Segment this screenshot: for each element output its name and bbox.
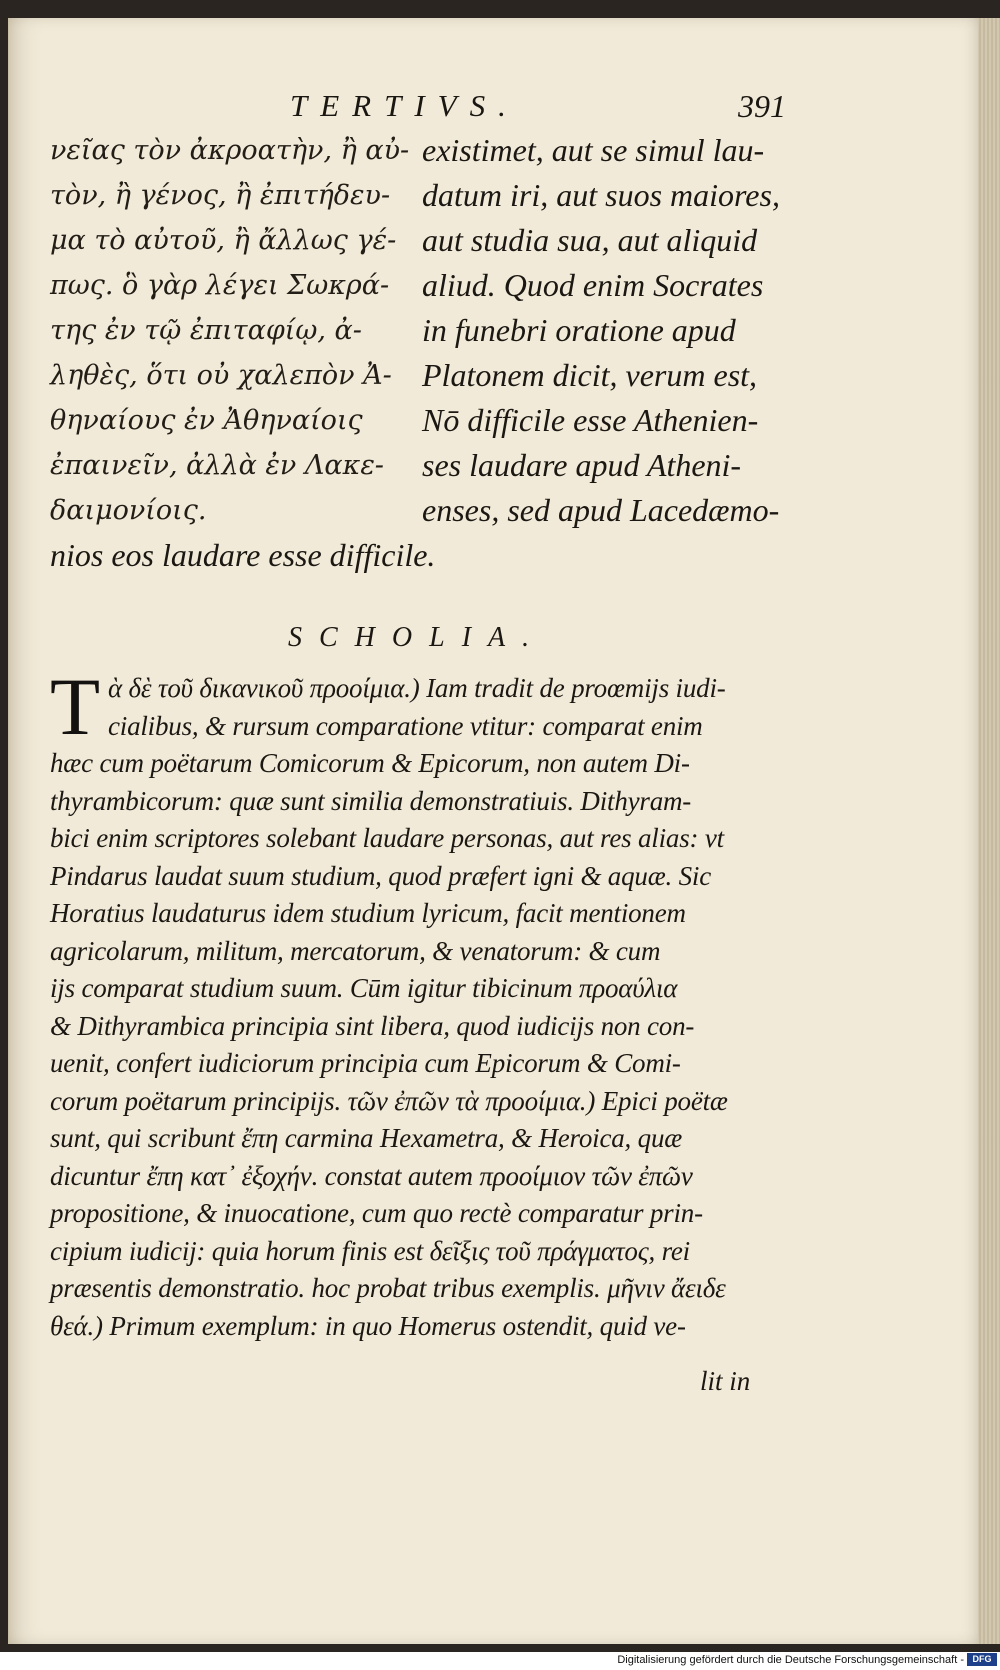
digitization-credit: Digitalisierung gefördert durch die Deutsche Forschungsgemeinschaft - (617, 1654, 964, 1666)
scholia-line: Horatius laudaturus idem studium lyricum, facit mentionem (50, 898, 686, 928)
greek-text-column (50, 128, 420, 533)
latin-continuation-line: nios eos laudare esse difficile. (50, 537, 436, 573)
greek-line: ἐπαινεῖν, ἀλλὰ ἐν Λακε- (50, 450, 384, 481)
scholia-line: præsentis demonstratio. hoc probat tribus exemplis. μῆνιν ἄειδε (50, 1273, 726, 1303)
scholia-line: cipium iudicij: quia horum finis est δεῖξις τοῦ πράγματος, rei (50, 1235, 690, 1266)
latin-line: existimet, aut se simul lau- (422, 132, 765, 168)
scholia-line: hæc cum poëtarum Comicorum & Epicorum, non autem Di- (50, 748, 690, 778)
latin-line: datum iri, aut suos maiores, (422, 177, 780, 213)
latin-text-column (422, 128, 812, 533)
scholia-line: thyrambicorum: quæ sunt similia demonstratiuis. Dithyram- (50, 785, 692, 816)
scholia-line: uenit, confert iudiciorum principia cum Epicorum & Comi- (50, 1048, 681, 1078)
latin-line: Platonem dicit, verum est, (422, 357, 758, 393)
scholia-line: θεά.) Primum exemplum: in quo Homerus ostendit, quid ve- (50, 1310, 686, 1341)
drop-capital: T (50, 661, 101, 752)
scholia-line: cialibus, & rursum comparatione vtitur: comparat enim (108, 710, 703, 741)
latin-line: enses, sed apud Lacedæmo- (422, 492, 780, 528)
scholia-line: agricolarum, militum, mercatorum, & venatorum: & cum (50, 935, 661, 966)
greek-line: ληθὲς, ὅτι οὐ χαλεπὸν Ἀ- (50, 360, 392, 391)
greek-line: θηναίους ἐν Ἀθηναίοις (50, 405, 363, 436)
scholia-line: dicuntur ἔπη κατ᾽ ἐξοχήν. constat autem προοίμιον τῶν ἐπῶν (50, 1160, 693, 1191)
page-number: 391 (738, 88, 786, 124)
scholia-line: & Dithyrambica principia sint libera, quod iudicijs non con- (50, 1010, 695, 1041)
greek-line: τὸν, ἢ γένος, ἢ ἐπιτήδευ- (50, 180, 391, 211)
dfg-logo-icon: DFG (967, 1653, 997, 1666)
section-heading: SCHOLIA. (288, 622, 547, 653)
scholia-line: ijs comparat studium suum. Cūm igitur tibicinum προαύλια (50, 973, 678, 1003)
latin-line: in funebri oratione apud (422, 312, 736, 348)
scholia-line: sunt, qui scribunt ἔπη carmina Hexametra, & Heroica, quæ (50, 1123, 683, 1153)
greek-line: δαιμονίοις. (50, 495, 207, 526)
page-edges (978, 18, 1000, 1644)
greek-line: μα τὸ αὐτοῦ, ἢ ἄλλως γέ- (50, 225, 397, 256)
latin-line: ses laudare apud Atheni- (422, 447, 742, 483)
scholia-line: bici enim scriptores solebant laudare personas, aut res alias: vt (50, 823, 724, 853)
running-head: TERTIVS. (290, 88, 519, 123)
greek-line: της ἐν τῷ ἐπιταφίῳ, ἀ- (50, 315, 362, 346)
latin-line: Nō difficile esse Athenien- (422, 402, 759, 438)
latin-line: aut studia sua, aut aliquid (422, 222, 758, 258)
scholia-body (50, 661, 810, 1345)
scholia-line: corum poëtarum principijs. τῶν ἐπῶν τὰ προοίμια.) Epici poëtæ (50, 1085, 728, 1116)
greek-line: νεῖας τὸν ἀκροατὴν, ἢ αὐ- (50, 135, 410, 166)
latin-line: aliud. Quod enim Socrates (422, 267, 764, 303)
scholia-line: Pindarus laudat suum studium, quod præfert igni & aquæ. Sic (50, 860, 711, 891)
scholia-line: propositione, & inuocatione, cum quo rectè comparatur prin- (50, 1198, 703, 1228)
catchword: lit in (700, 1366, 751, 1396)
scholia-line: ὰ δὲ τοῦ δικανικοῦ προοίμια.) Iam tradit de proœmijs iudi- (108, 673, 726, 703)
greek-line: πως. ὃ γὰρ λέγει Σωκρά- (50, 270, 390, 301)
